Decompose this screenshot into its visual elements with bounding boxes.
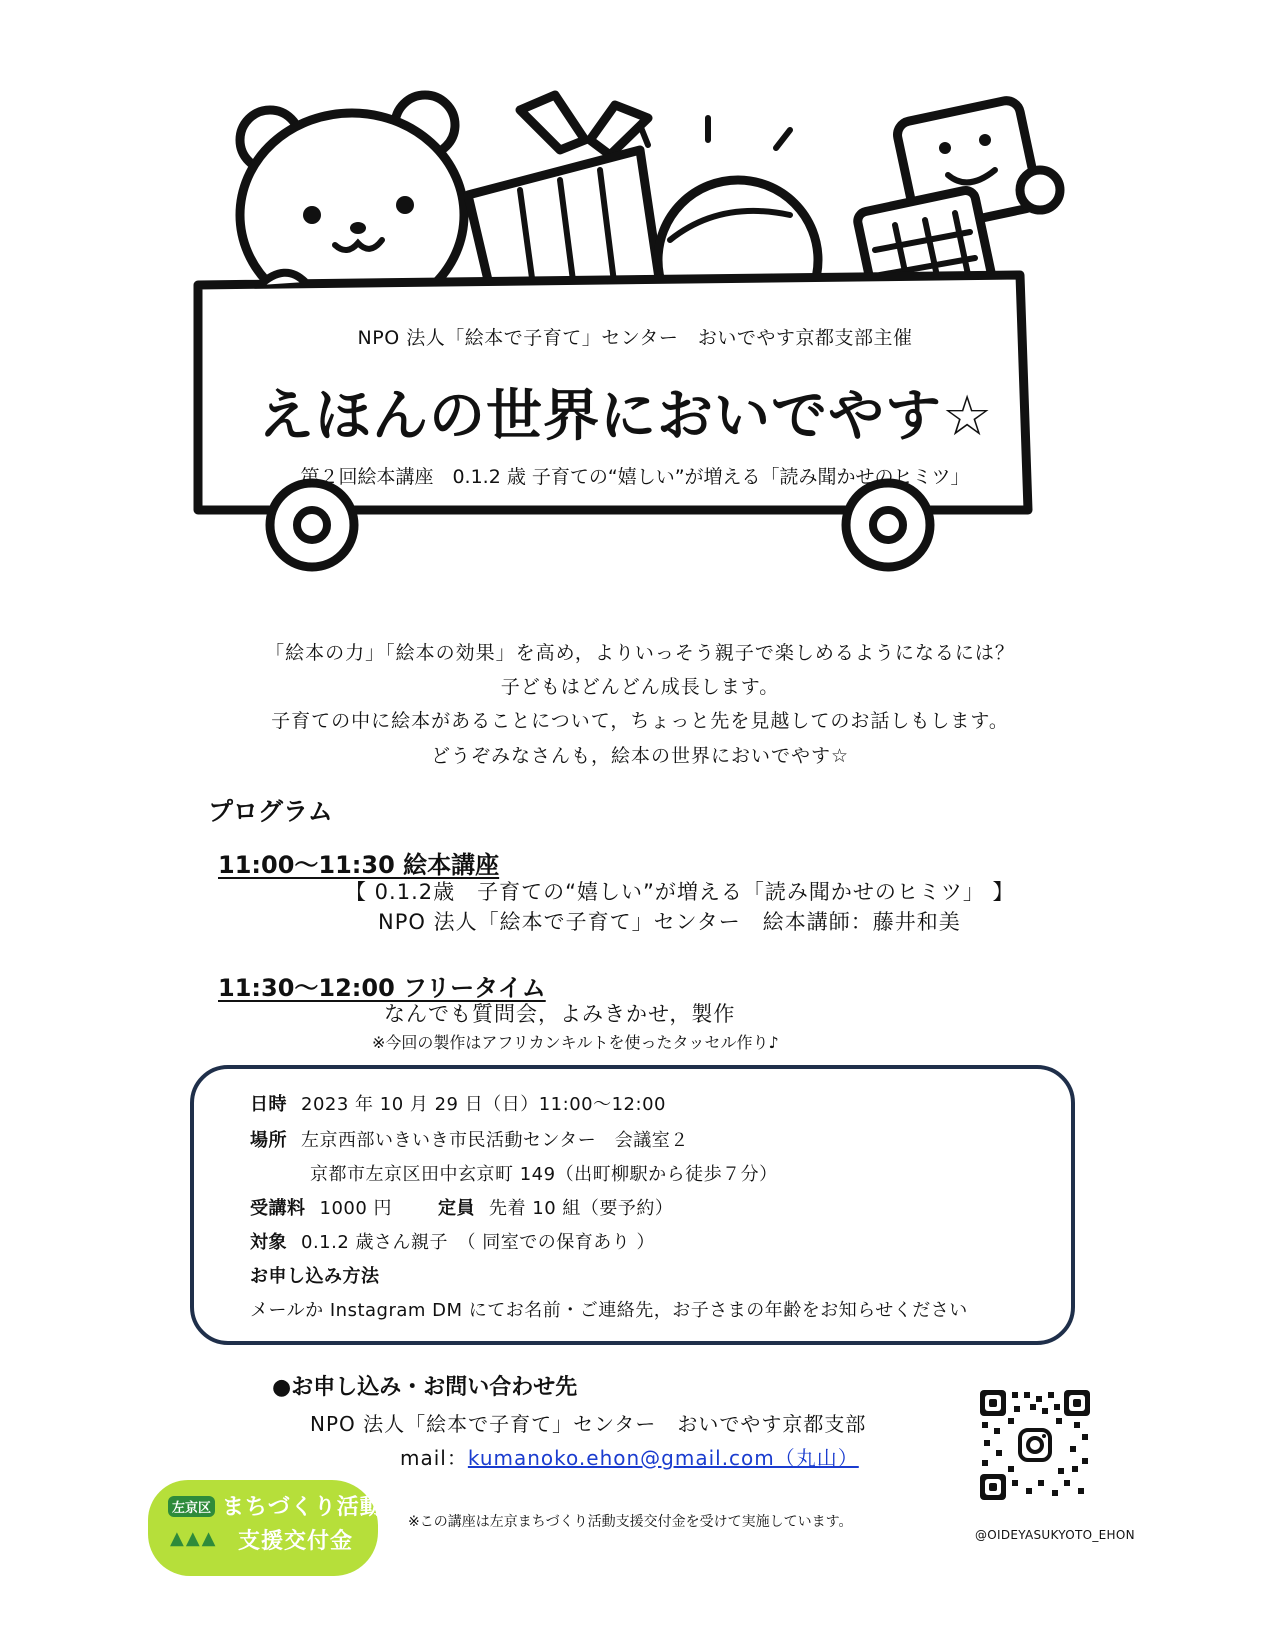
date-label: 日時 xyxy=(250,1094,287,1115)
gift-bow xyxy=(520,95,648,155)
fee-label: 受講料 xyxy=(250,1198,306,1219)
session1-lecturer: NPO 法人「絵本で子育て」センター 絵本講師：藤井和美 xyxy=(378,910,961,934)
fee-row xyxy=(250,1194,673,1220)
badge-line-1: まちづくり活動 xyxy=(222,1495,383,1520)
house-icons: ▲▲▲ xyxy=(170,1528,218,1549)
date-value: 2023 年 10 月 29 日（日）11:00〜12:00 xyxy=(301,1094,666,1115)
target-row xyxy=(250,1228,655,1254)
session1-topic: 【 0.1.2歳 子育ての“嬉しい”が増える「読み聞かせのヒミツ」 】 xyxy=(345,880,1015,904)
target-value: 0.1.2 歳さん親子 （ 同室での保育あり ） xyxy=(301,1232,655,1253)
toy-cart-illustration xyxy=(0,0,1275,620)
session2-note: ※今回の製作はアフリカンキルトを使ったタッセル作り♪ xyxy=(372,1033,779,1052)
intro-line-3: 子育ての中に絵本があることについて，ちょっと先を見越してのお話しもします。 xyxy=(271,710,1009,732)
address: 京都市左京区田中玄京町 149（出町柳駅から徒歩７分） xyxy=(310,1164,778,1185)
capacity-value: 先着 10 組（要予約） xyxy=(489,1198,674,1219)
session2-activities: なんでも質問会，よみきかせ，製作 xyxy=(384,1002,736,1026)
target-label: 対象 xyxy=(250,1232,287,1253)
session2-time-title: 11:30〜12:00 フリータイム xyxy=(218,974,546,1002)
apply-label: お申し込み方法 xyxy=(250,1266,380,1287)
intro-line-1: 「絵本の力」「絵本の効果」を高め，よりいっそう親子で楽しめるようになるには？ xyxy=(265,642,1015,664)
date-row xyxy=(250,1090,666,1116)
mail-label: mail： xyxy=(400,1446,468,1470)
contact-org: NPO 法人「絵本で子育て」センター おいでやす京都支部 xyxy=(310,1412,867,1436)
instagram-qr-code[interactable] xyxy=(978,1388,1092,1502)
place-row xyxy=(250,1126,689,1152)
event-subtitle: 第２回絵本講座 0.1.2 歳 子育ての“嬉しい”が増える「読み聞かせのヒミツ」 xyxy=(300,466,970,488)
program-heading: プログラム xyxy=(208,797,333,826)
badge-line-2: 支援交付金 xyxy=(238,1529,354,1554)
contact-heading: ●お申し込み・お問い合わせ先 xyxy=(272,1375,578,1400)
place-value: 左京西部いきいき市民活動センター 会議室２ xyxy=(301,1130,689,1151)
intro-line-4: どうぞみなさんも，絵本の世界においでやす☆ xyxy=(430,745,850,767)
robot-ear-right xyxy=(1020,170,1060,210)
session1-time-title: 11:00〜11:30 絵本講座 xyxy=(218,851,500,879)
grant-footnote: ※この講座は左京まちづくり活動支援交付金を受けて実施しています。 xyxy=(408,1514,853,1530)
contact-mail-row xyxy=(400,1442,859,1471)
apply-method: メールか Instagram DM にてお名前・ご連絡先，お子さまの年齢をお知らせください xyxy=(250,1300,968,1321)
main-title: えほんの世界においでやす☆ xyxy=(258,384,994,449)
fee-value: 1000 円 xyxy=(319,1198,393,1219)
instagram-handle: @OIDEYASUKYOTO_EHON xyxy=(975,1528,1135,1542)
capacity-label: 定員 xyxy=(438,1198,476,1219)
intro-line-2: 子どもはどんどん成長します。 xyxy=(500,676,780,698)
email-link[interactable]: kumanoko.ehon@gmail.com（丸山） xyxy=(467,1446,859,1470)
place-label: 場所 xyxy=(250,1130,287,1151)
organizer-line: NPO 法人「絵本で子育て」センター おいでやす京都支部主催 xyxy=(357,327,913,349)
badge-ward: 左京区 xyxy=(168,1496,215,1517)
